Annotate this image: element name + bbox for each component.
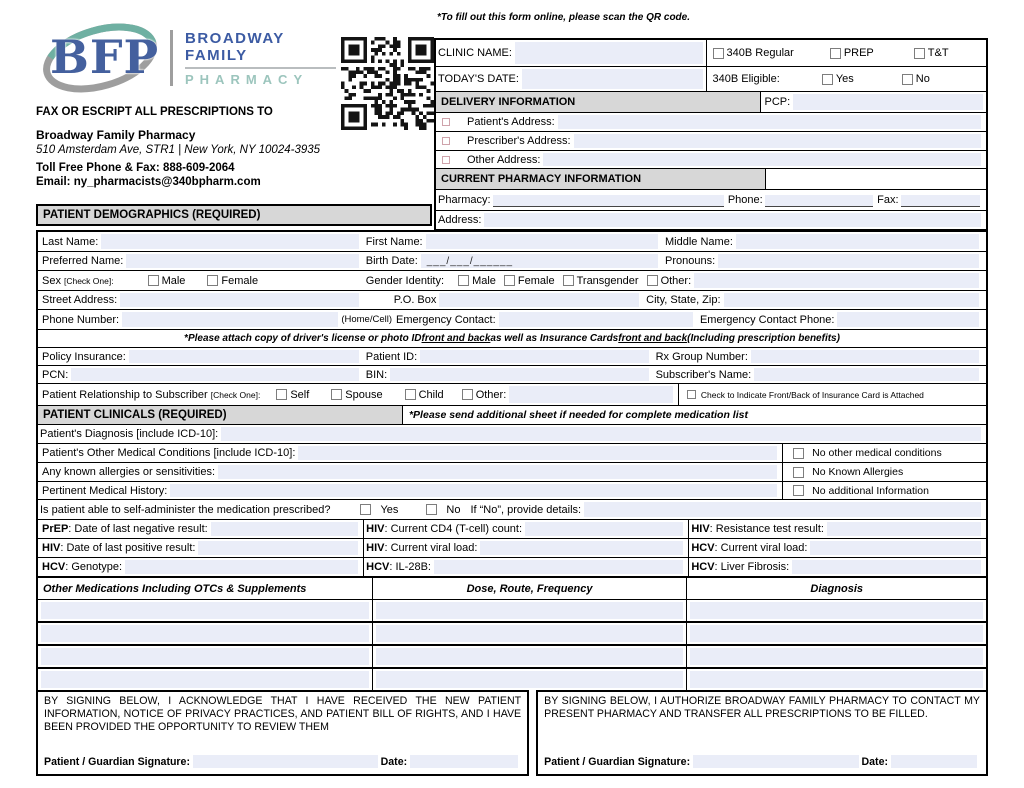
logo-name-line1: BROADWAY FAMILY [185,30,336,69]
patient-demographics-header: PATIENT DEMOGRAPHICS (REQUIRED) [36,204,432,226]
self-admin-no-label: No [446,503,461,516]
pharmacy-label: Pharmacy: [438,194,491,206]
hcvviral-prefix: HCV [691,542,715,554]
rel-other-input[interactable] [509,386,673,403]
emergency-contact-input[interactable] [499,312,693,327]
patient-form-table [36,230,988,690]
checkbox-gi-female[interactable] [504,275,515,286]
emergency-phone-input[interactable] [837,312,979,327]
self-administer-row [38,500,986,520]
self-admin-yes-label: Yes [380,503,399,516]
gi-other-label: Other: [660,274,692,287]
checkbox-gi-other[interactable] [647,275,658,286]
med-4-diagnosis-input[interactable] [690,671,983,688]
patient-id-label: Patient ID: [365,350,418,363]
checkbox-card-attached[interactable] [687,390,696,399]
other-address-label: Other Address: [467,153,541,166]
last-name-label: Last Name: [42,235,99,248]
city-state-zip-label: City, State, Zip: [646,294,721,306]
med-2-dose-input[interactable] [376,625,684,642]
policy-insurance-input[interactable] [129,350,359,363]
fibrosis-label: : Liver Fibrosis: [714,561,790,573]
checkbox-no-other-conditions[interactable] [793,448,804,459]
prescriber-address-label: Prescriber's Address: [467,135,571,147]
checkbox-no-additional-info[interactable] [793,485,804,496]
medical-history-input[interactable] [170,484,777,497]
phone-number-label: Phone Number: [42,313,120,326]
emergency-phone-label: Emergency Contact Phone: [699,313,835,326]
med-4-name-input[interactable] [41,671,369,688]
gender-identity-label: Gender Identity: [365,274,445,287]
medications-header-row [38,578,986,600]
checkbox-self-admin-no[interactable] [426,504,437,515]
street-address-row [38,291,986,310]
checkbox-rel-other[interactable] [462,389,473,400]
no-other-conditions-label: No other medical conditions [812,447,942,459]
medications-table [38,577,986,690]
rx-group-label: Rx Group Number: [655,350,748,363]
genotype-label: : Genotype: [65,561,123,573]
po-box-label: P.O. Box [393,294,437,306]
prep-last-negative-input[interactable] [211,522,358,536]
pronouns-label: Pronouns: [665,255,716,267]
med-row-1 [38,600,986,623]
relationship-label: Patient Relationship to Subscriber [42,388,208,401]
checkbox-patient-address[interactable] [442,118,450,126]
pcn-bin-row [38,366,986,384]
checkbox-rel-child[interactable] [405,389,416,400]
rel-spouse-label: Spouse [345,388,383,401]
med-3-name-input[interactable] [41,648,369,665]
checkbox-rel-spouse[interactable] [331,389,342,400]
patient-address-input[interactable] [558,115,981,129]
diagnosis-input[interactable] [221,427,981,441]
fibrosis-prefix: HCV [691,561,715,573]
hiv-viral-load-input[interactable] [480,541,683,555]
phone-input[interactable] [765,195,873,207]
med-row-2 [38,623,986,646]
checkbox-tt[interactable] [914,48,925,59]
label-340b-regular: 340B Regular [726,47,794,59]
cd4-label: : Current CD4 (T-cell) count: [384,523,523,535]
other-conditions-label: Patient's Other Medical Conditions [include ICD-10]: [42,447,296,459]
gi-male-label: Male [472,274,496,287]
patient-id-input[interactable] [420,350,648,363]
gi-other-input[interactable] [694,273,979,288]
no-additional-info-label: No additional Information [812,484,929,497]
clinic-name-input[interactable] [515,42,703,64]
insurance-row [38,348,986,366]
cd4-count-input[interactable] [525,522,683,536]
clinic-info-table [434,38,988,231]
clinic-name-row [436,40,986,67]
other-address-row [436,151,986,169]
med-2-name-input[interactable] [41,625,369,642]
phone-emergency-row [38,310,986,330]
pharmacy-input[interactable] [493,195,724,207]
other-conditions-row [38,444,986,463]
emergency-contact-label: Emergency Contact: [396,313,496,326]
cd4-prefix: HIV [366,523,385,535]
pharmacy-name: Broadway Family Pharmacy [36,128,196,143]
lastpos-label: : Date of last positive result: [60,542,196,554]
med-3-dose-input[interactable] [376,648,684,665]
resist-label: : Resistance test result: [709,523,824,535]
eligible-label: 340B Eligible: [712,73,780,85]
clinic-name-label: CLINIC NAME: [438,47,512,59]
preferred-name-row [38,252,986,271]
other-address-input[interactable] [543,153,981,166]
rx-group-input[interactable] [751,350,979,363]
delivery-header-row [436,92,986,113]
current-pharmacy-header-row [436,169,986,190]
fax-label: Fax: [877,194,899,206]
hcv-genotype-input[interactable] [125,560,358,574]
pharmacy-address: 510 Amsterdam Ave, STR1 | New York, NY 10024-3935 [36,144,321,157]
med-2-diagnosis-input[interactable] [690,625,983,642]
bfp-logo-mark [36,16,164,100]
self-administer-label: Is patient able to self-administer the medication prescribed? [40,503,331,516]
medical-history-label: Pertinent Medical History: [42,484,168,497]
pharmacy-logo [36,14,336,102]
subscriber-name-input[interactable] [754,368,979,381]
qr-code [341,37,434,130]
if-no-details-input[interactable] [584,502,981,517]
allergies-row [38,463,986,482]
street-address-label: Street Address: [42,294,118,306]
home-cell-label: (Home/Cell) [341,314,392,325]
label-eligible-no: No [915,73,930,85]
middle-name-label: Middle Name: [665,235,733,248]
pcp-input[interactable] [793,94,983,110]
med-1-name-input[interactable] [41,602,369,619]
hivviral-prefix: HIV [366,542,385,554]
logo-acronym: BFP [50,30,160,84]
hcv-row [38,558,986,577]
city-state-zip-input[interactable] [724,293,979,307]
card-attached-label: Check to Indicate Front/Back of Insurance Card is Attached [700,389,924,400]
address-label: Address: [438,214,482,226]
authorization-box [536,690,988,776]
todays-date-label: TODAY'S DATE: [438,73,519,85]
hiv-hcv-row [38,539,986,558]
rel-child-label: Child [418,388,444,401]
todays-date-row [436,67,986,92]
il28b-prefix: HCV [366,561,390,573]
med-4-dose-input[interactable] [376,671,684,688]
first-name-label: First Name: [365,235,423,248]
checkbox-340b-regular[interactable] [713,48,724,59]
fax-input[interactable] [901,195,981,207]
allergies-label: Any known allergies or sensitivities: [42,466,216,478]
label-prep: PREP [843,47,874,59]
med-row-3 [38,646,986,669]
clinicals-header-note: *Please send additional sheet if needed for complete medication list [408,409,748,421]
checkbox-eligible-no[interactable] [902,74,913,85]
birth-date-label: Birth Date: [365,255,418,267]
signature-input-right[interactable] [693,755,858,768]
pharmacy-phone: Toll Free Phone & Fax: 888-609-2064 [36,161,235,174]
hcv-il28b-input[interactable] [434,560,683,574]
checkbox-sex-female[interactable] [207,275,218,286]
acknowledgement-box [36,690,529,776]
relationship-row [38,384,986,406]
medical-history-row [38,482,986,500]
relationship-check-one-label: [Check One]: [210,389,261,400]
genotype-prefix: HCV [42,561,66,573]
logo-name-line2: PHARMACY [185,71,309,87]
qr-instruction-note: *To fill out this form online, please scan the QR code. [437,12,690,23]
date-label: Date: [380,755,408,768]
checkbox-gi-transgender[interactable] [563,275,574,286]
logo-divider [170,30,173,86]
med-1-dose-input[interactable] [376,602,684,619]
sex-label: Sex [42,274,61,287]
prep-hiv-row [38,520,986,539]
if-no-details-label: If “No”, provide details: [470,503,582,516]
checkbox-sex-male[interactable] [148,275,159,286]
hivviral-label: : Current viral load: [384,542,478,554]
phone-number-input[interactable] [122,312,338,327]
prescriber-address-input[interactable] [574,134,981,148]
preferred-name-label: Preferred Name: [42,255,124,267]
checkbox-prep[interactable] [830,48,841,59]
sex-female-label: Female [221,274,259,287]
street-address-input[interactable] [120,293,359,307]
acknowledgement-signature-row [44,753,521,770]
pharmacy-address-row [436,211,986,229]
sex-male-label: Male [161,274,186,287]
first-name-input[interactable] [426,234,658,249]
pharmacy-phone-fax-row [436,190,986,211]
med-col1-header: Other Medications Including OTCs & Supplements [43,582,307,595]
attach-id-note: *Please attach copy of driver's license or photo ID front and back as well as Insurance Cards front and back (Including prescription benefits) [38,330,986,348]
pharmacy-email: Email: ny_pharmacists@340bpharm.com [36,176,261,189]
med-row-4 [38,669,986,690]
policy-insurance-label: Policy Insurance: [42,350,126,363]
date-input-left[interactable] [410,755,518,768]
middle-name-input[interactable] [736,234,979,249]
todays-date-input[interactable] [522,69,703,89]
acknowledgement-text: BY SIGNING BELOW, I ACKNOWLEDGE THAT I HAVE RECEIVED THE NEW PATIENT INFORMATION, NOTICE OF PRIVACY PRACTICES, AND PATIENT BILL OF RIGHTS, AND I HAVE BEEN PROVIDED THE OPPORTUNITY TO REVIEW THEM [44,695,522,734]
date-input-right[interactable] [891,755,977,768]
delivery-info-header: DELIVERY INFORMATION [436,92,761,112]
last-name-input[interactable] [101,234,359,249]
resistance-result-input[interactable] [827,522,981,536]
name-row [38,232,986,252]
pharmacy-address-input[interactable] [484,213,981,227]
sex-check-one-label: [Check One]: [63,275,114,286]
prep-label: : Date of last negative result: [68,523,208,535]
hiv-last-positive-input[interactable] [198,541,358,555]
other-conditions-input[interactable] [298,446,777,460]
signature-label: Patient / Guardian Signature: [44,755,190,768]
pronouns-input[interactable] [718,254,979,268]
no-known-allergies-label: No Known Allergies [812,466,904,478]
hcv-fibrosis-input[interactable] [792,560,981,574]
phone-label: Phone: [727,194,763,206]
signature-section [36,690,988,776]
diagnosis-label: Patient's Diagnosis [include ICD-10]: [40,428,219,440]
sex-gender-row [38,271,986,291]
current-pharmacy-header: CURRENT PHARMACY INFORMATION [436,169,766,189]
prescriber-address-row [436,132,986,151]
checkbox-gi-male[interactable] [458,275,469,286]
label-tt: T&T [927,47,949,59]
lastpos-prefix: HIV [42,542,61,554]
authorization-text: BY SIGNING BELOW, I AUTHORIZE BROADWAY FAMILY PHARMACY TO CONTACT MY PRESENT PHARMACY AND TRANSFER ALL PRESCRIPTIONS TO BE FILLED. [544,695,980,721]
clinicals-header-row [38,406,986,425]
prep-prefix: PrEP [42,523,69,535]
gi-female-label: Female [517,274,555,287]
checkbox-other-address[interactable] [442,156,450,164]
patient-address-label: Patient's Address: [467,116,555,128]
signature-input-left[interactable] [193,755,378,768]
rel-other-label: Other: [475,388,507,401]
bin-label: BIN: [365,368,388,381]
preferred-name-input[interactable] [126,254,358,268]
diagnosis-row [38,425,986,444]
subscriber-name-label: Subscriber's Name: [655,368,752,381]
birth-date-input[interactable]: ___/___/______ [421,254,658,268]
allergies-input[interactable] [218,465,777,479]
resist-prefix: HIV [691,523,710,535]
checkbox-self-admin-yes[interactable] [360,504,371,515]
authorization-signature-row [544,753,980,770]
il28b-label: : IL-28B: [389,561,431,573]
checkbox-rel-self[interactable] [276,389,287,400]
checkbox-prescriber-address[interactable] [442,137,450,145]
checkbox-eligible-yes[interactable] [822,74,833,85]
label-eligible-yes: Yes [835,73,854,85]
checkbox-no-known-allergies[interactable] [793,467,804,478]
pcn-label: PCN: [42,368,69,381]
gi-transgender-label: Transgender [576,274,639,287]
med-col2-header: Dose, Route, Frequency [372,578,687,599]
fax-instruction: FAX OR ESCRIPT ALL PRESCRIPTIONS TO [36,106,273,118]
hcv-viral-load-input[interactable] [810,541,981,555]
med-col3-header: Diagnosis [686,578,986,599]
pcp-label: PCP: [764,96,791,108]
rel-self-label: Self [290,388,310,401]
patient-clinicals-header: PATIENT CLINICALS (REQUIRED) [38,406,403,424]
med-3-diagnosis-input[interactable] [690,648,983,665]
signature-label-right: Patient / Guardian Signature: [544,755,691,768]
patient-address-row [436,113,986,132]
hcvviral-label: : Current viral load: [714,542,808,554]
date-label-right: Date: [861,755,888,768]
po-box-input[interactable] [439,293,639,307]
med-1-diagnosis-input[interactable] [690,602,983,619]
bin-input[interactable] [390,368,648,381]
pcn-input[interactable] [71,368,359,381]
